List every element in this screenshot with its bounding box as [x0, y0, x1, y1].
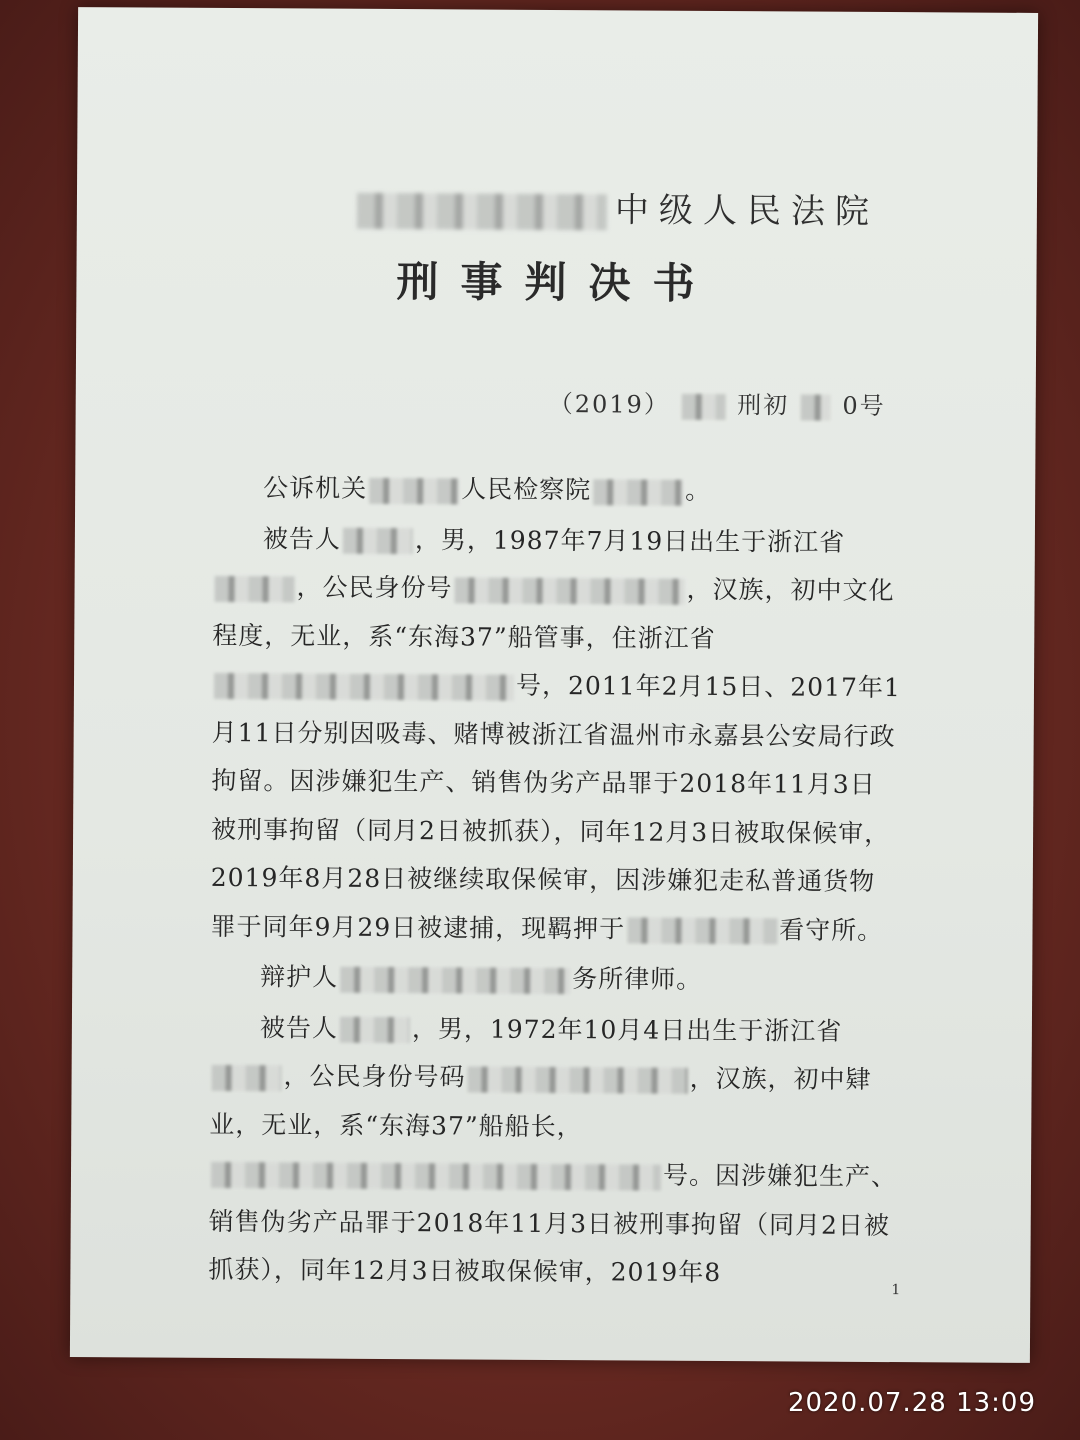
- case-number-type: 刑初: [737, 391, 790, 420]
- redacted-lawyer-info: [340, 966, 570, 993]
- judgment-body: [208, 464, 903, 1299]
- photo-timestamp: 2020.07.28 13:09: [787, 1388, 1036, 1418]
- text: 辩护人: [260, 962, 339, 992]
- defendant-2-paragraph: [208, 1003, 900, 1298]
- text: 号，2011年2月15日、2017年1月11日分别因吸毒、赌博被浙江省温州市永嘉县公安局行政拘留。因涉嫌犯生产、销售伪劣产品罪于2018年11月3日被刑事拘留（同月2日被抓获），同年12月3日被取保候审，2019年8月28日被继续取保候审，因涉嫌犯走私普通货物罪于同年9月29日被逮捕，现羁押于: [210, 670, 901, 943]
- document-title: 刑事判决书: [396, 257, 717, 308]
- redacted-court-region: [357, 193, 607, 231]
- prosecutor-paragraph: [213, 464, 903, 517]
- defendant-1-paragraph: [210, 514, 903, 955]
- redacted-place: [215, 575, 295, 601]
- text: ，男，1987年7月19日出生于浙江省: [414, 524, 846, 557]
- redacted-id-number: [468, 1066, 688, 1093]
- text: 公诉机关: [263, 473, 368, 503]
- text: ，汉族，初中文化程度，无业，系“东海37”船管事，住浙江省: [212, 574, 895, 653]
- redacted-address: [214, 672, 514, 700]
- redacted-id-number: [455, 577, 685, 604]
- redacted-address: [211, 1161, 661, 1190]
- text: 务所律师。: [572, 964, 703, 994]
- redacted-name: [593, 479, 683, 506]
- redacted-court-code: [681, 393, 725, 419]
- redacted-case-digits: [801, 394, 831, 420]
- defense-counsel-paragraph: [210, 953, 900, 1006]
- redacted-detention-place: [627, 917, 777, 944]
- redacted-name: [343, 528, 413, 554]
- case-number-year: （2019）: [548, 389, 670, 419]
- case-number: [549, 384, 886, 421]
- text: ，公民身份号码: [283, 1061, 466, 1092]
- redacted-name: [369, 477, 459, 504]
- case-number-suffix: 0号: [842, 391, 886, 421]
- text: 号。因涉嫌犯生产、销售伪劣产品罪于2018年11月3日被刑事拘留（同月2日被抓获），同年12月3日被取保候审，2019年8: [208, 1160, 898, 1288]
- text: 看守所。: [779, 914, 884, 945]
- document-page: [70, 7, 1038, 1363]
- text: ，男，1972年10月4日出生于浙江省: [411, 1013, 843, 1046]
- text: ，汉族，初中肄业，无业，系“东海37”船船长，: [209, 1063, 872, 1141]
- page-number: 1: [891, 1282, 901, 1299]
- court-name-text: 中级人民法院: [614, 190, 880, 232]
- text: 被告人: [262, 523, 341, 554]
- text: 被告人: [259, 1012, 339, 1043]
- redacted-name: [340, 1017, 410, 1043]
- text: ，公民身份号: [296, 572, 453, 603]
- text: 人民检察院: [461, 474, 592, 505]
- text: 。: [685, 475, 712, 505]
- court-name: [357, 181, 917, 236]
- redacted-place: [212, 1064, 282, 1090]
